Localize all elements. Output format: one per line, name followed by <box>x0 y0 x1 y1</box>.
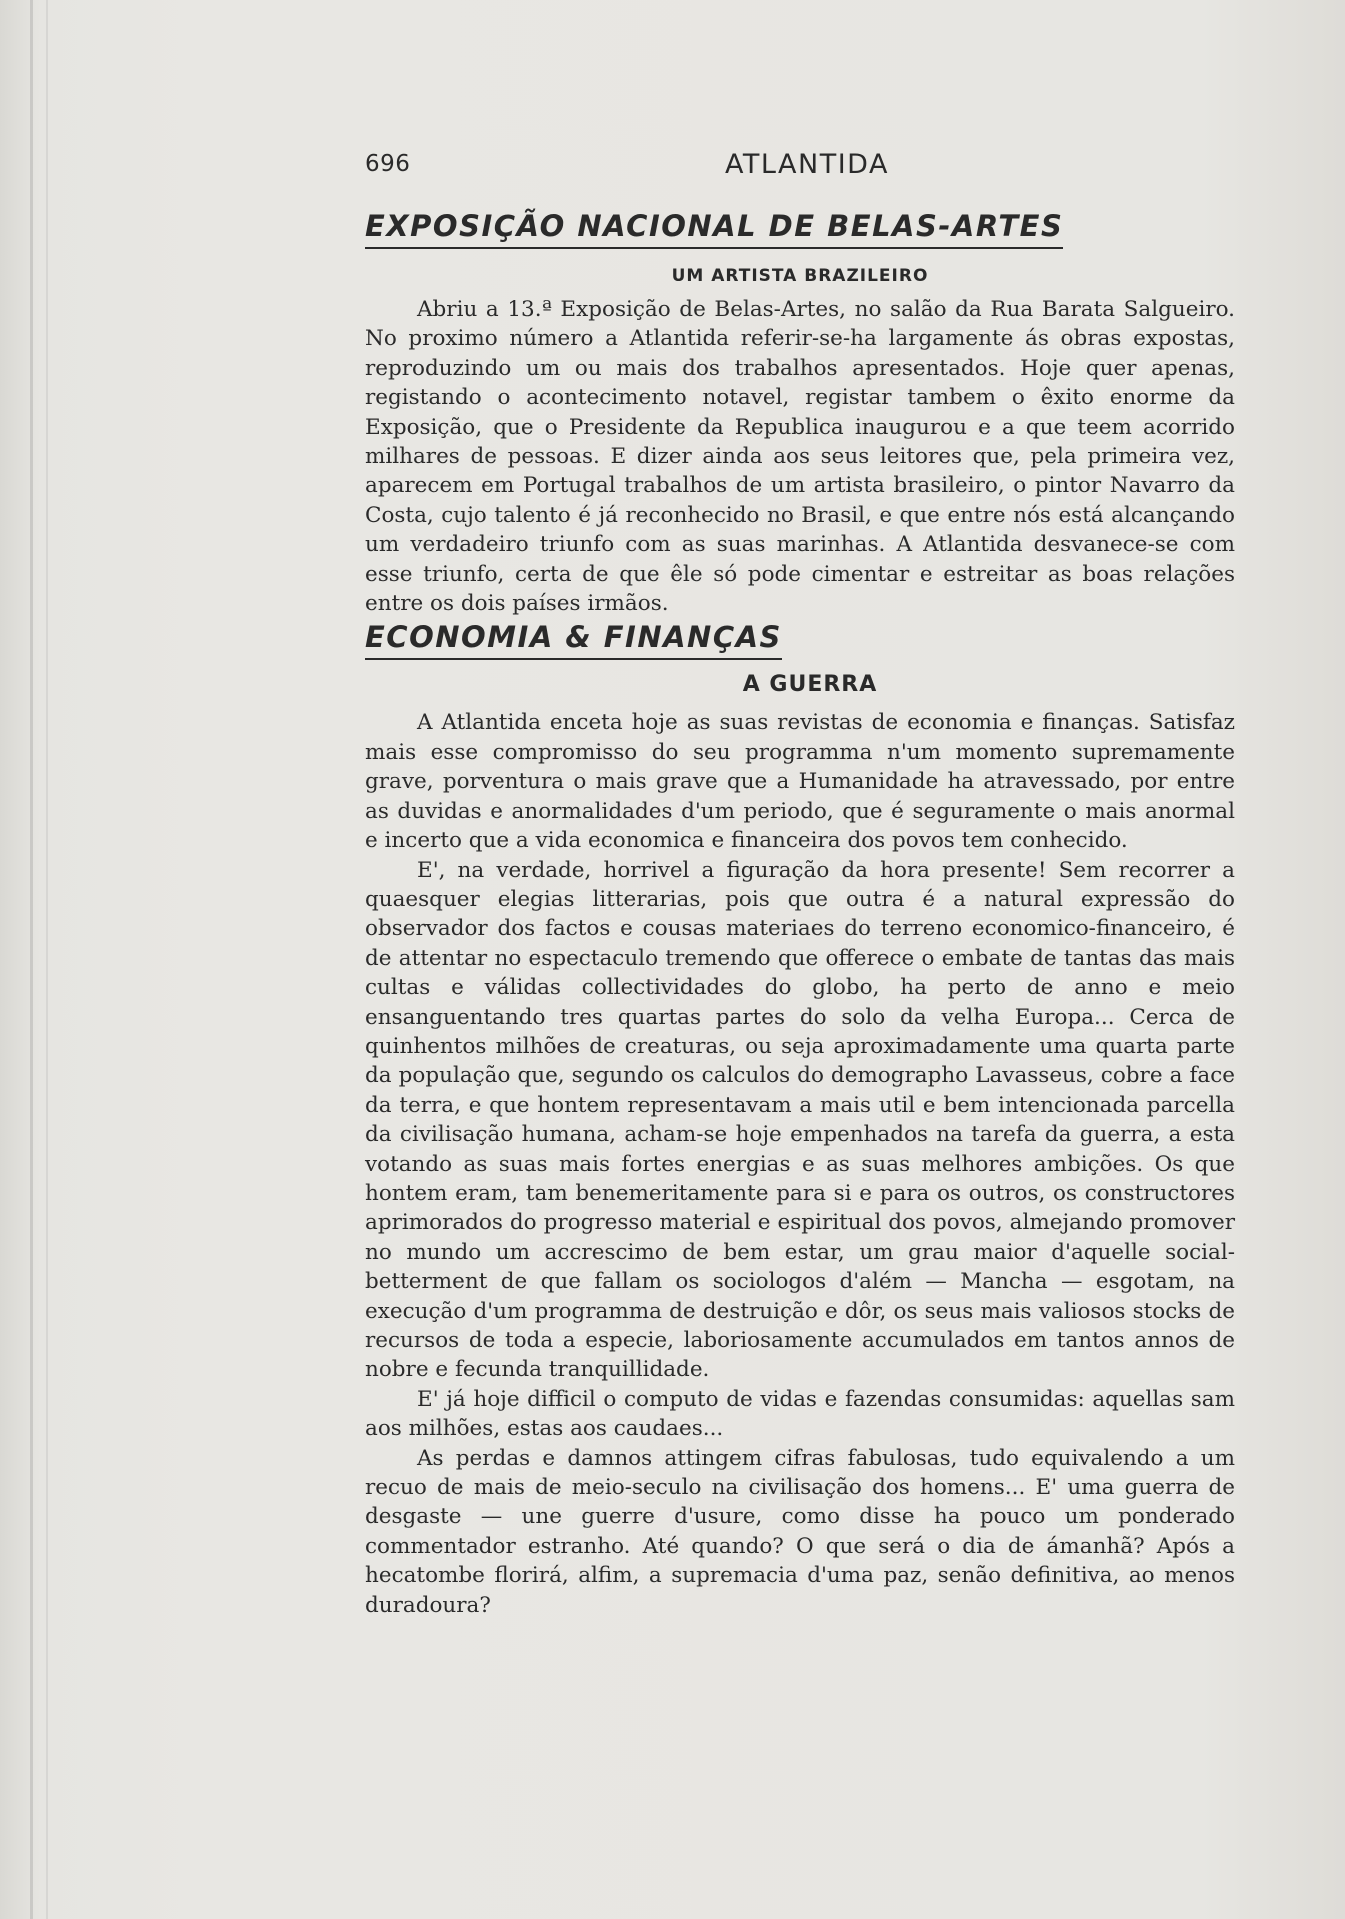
section-heading-economia: ECONOMIA & FINANÇAS <box>365 618 782 660</box>
paragraph: As perdas e damnos attingem cifras fabulosas, tudo equivalendo a um recuo de mais de meio-seculo na civilisação dos homens... E' uma guerra de desgaste — une guerre d'usure, como disse ha pouco um ponderado commentador estranho. Até quando? O que será o dia de ámanhã? Após a hecatombe florirá, alfim, a supremacia d'uma paz, senão definitiva, ao menos duradoura? <box>365 1445 1235 1618</box>
paragraph: E', na verdade, horrivel a figuração da hora presente! Sem recorrer a quaesquer elegias litterarias, pois que outra é a natural expressão do observador dos factos e cousas materiaes do terreno economico-financeiro, é de attentar no espectaculo tremendo que offerece o embate de tantas das mais cultas e válidas collectividades do globo, ha perto de anno e meio ensanguentando tres quartas partes do solo da velha Europa... Cerca de quinhentos milhões de creaturas, ou seja aproximadamente uma quarta parte da população que, segundo os calculos do demographo Lavasseus, cobre a face da terra, e que hontem representavam a mais util e bem intencionada parcella da civilisação humana, acham-se hoje empenhados na tarefa da guerra, a esta votando as suas mais fortes energias e as suas melhores ambições. Os que hontem eram, tam benemeritamente para si e para os outros, os constructores aprimorados do progresso material e espiritual dos povos, almejando promover no mundo um accrescimo de bem estar, um grau maior d'aquelle social-betterment de que fallam os sociologos d'além — Mancha — esgotam, na execução d'um programma de destruição e dôr, os seus mais valiosos stocks de recursos de toda a especie, laboriosamente accumulados em tantos annos de nobre e fecunda tranquillidade. <box>365 857 1235 1383</box>
journal-title: ATLANTIDA <box>725 149 889 180</box>
paragraph: A Atlantida enceta hoje as suas revistas de economia e finanças. Satisfaz mais esse compromisso do seu programma n'um momento supremamente grave, porventura o mais grave que a Humanidade ha atravessado, por entre as duvidas e anormalidades d'um periodo, que é seguramente o mais anormal e incerto que a vida economica e financeira dos povos tem conhecido. <box>365 710 1235 854</box>
page-content <box>365 145 1235 1620</box>
binding-shadow-inner <box>46 0 48 1919</box>
section-subheading-artista: UM ARTISTA BRAZILEIRO <box>671 266 929 286</box>
paragraph: E' já hoje difficil o computo de vidas e fazendas consumidas: aquellas sam aos milhões, estas aos caudaes... <box>365 1386 1235 1442</box>
running-head <box>365 145 1235 185</box>
page-number: 696 <box>365 151 411 177</box>
binding-shadow <box>30 0 33 1919</box>
paragraph: Abriu a 13.ª Exposição de Belas-Artes, no salão da Rua Barata Salgueiro. No proximo número a Atlantida referir-se-ha largamente ás obras expostas, reproduzindo um ou mais dos trabalhos apresentados. Hoje quer apenas, registando o acontecimento notavel, registar tambem o êxito enorme da Exposição, que o Presidente da Republica inaugurou e a que teem acorrido milhares de pessoas. E dizer ainda aos seus leitores que, pela primeira vez, aparecem em Portugal trabalhos de um artista brasileiro, o pintor Navarro da Costa, cujo talento é já reconhecido no Brasil, e que entre nós está alcançando um verdadeiro triunfo com as suas marinhas. A Atlantida desvanece-se com esse triunfo, certa de que êle só pode cimentar e estreitar as boas relações entre os dois países irmãos. <box>365 297 1235 617</box>
section-subheading-guerra: A GUERRA <box>742 672 878 698</box>
section-heading-exposicao: EXPOSIÇÃO NACIONAL DE BELAS-ARTES <box>365 207 1063 249</box>
